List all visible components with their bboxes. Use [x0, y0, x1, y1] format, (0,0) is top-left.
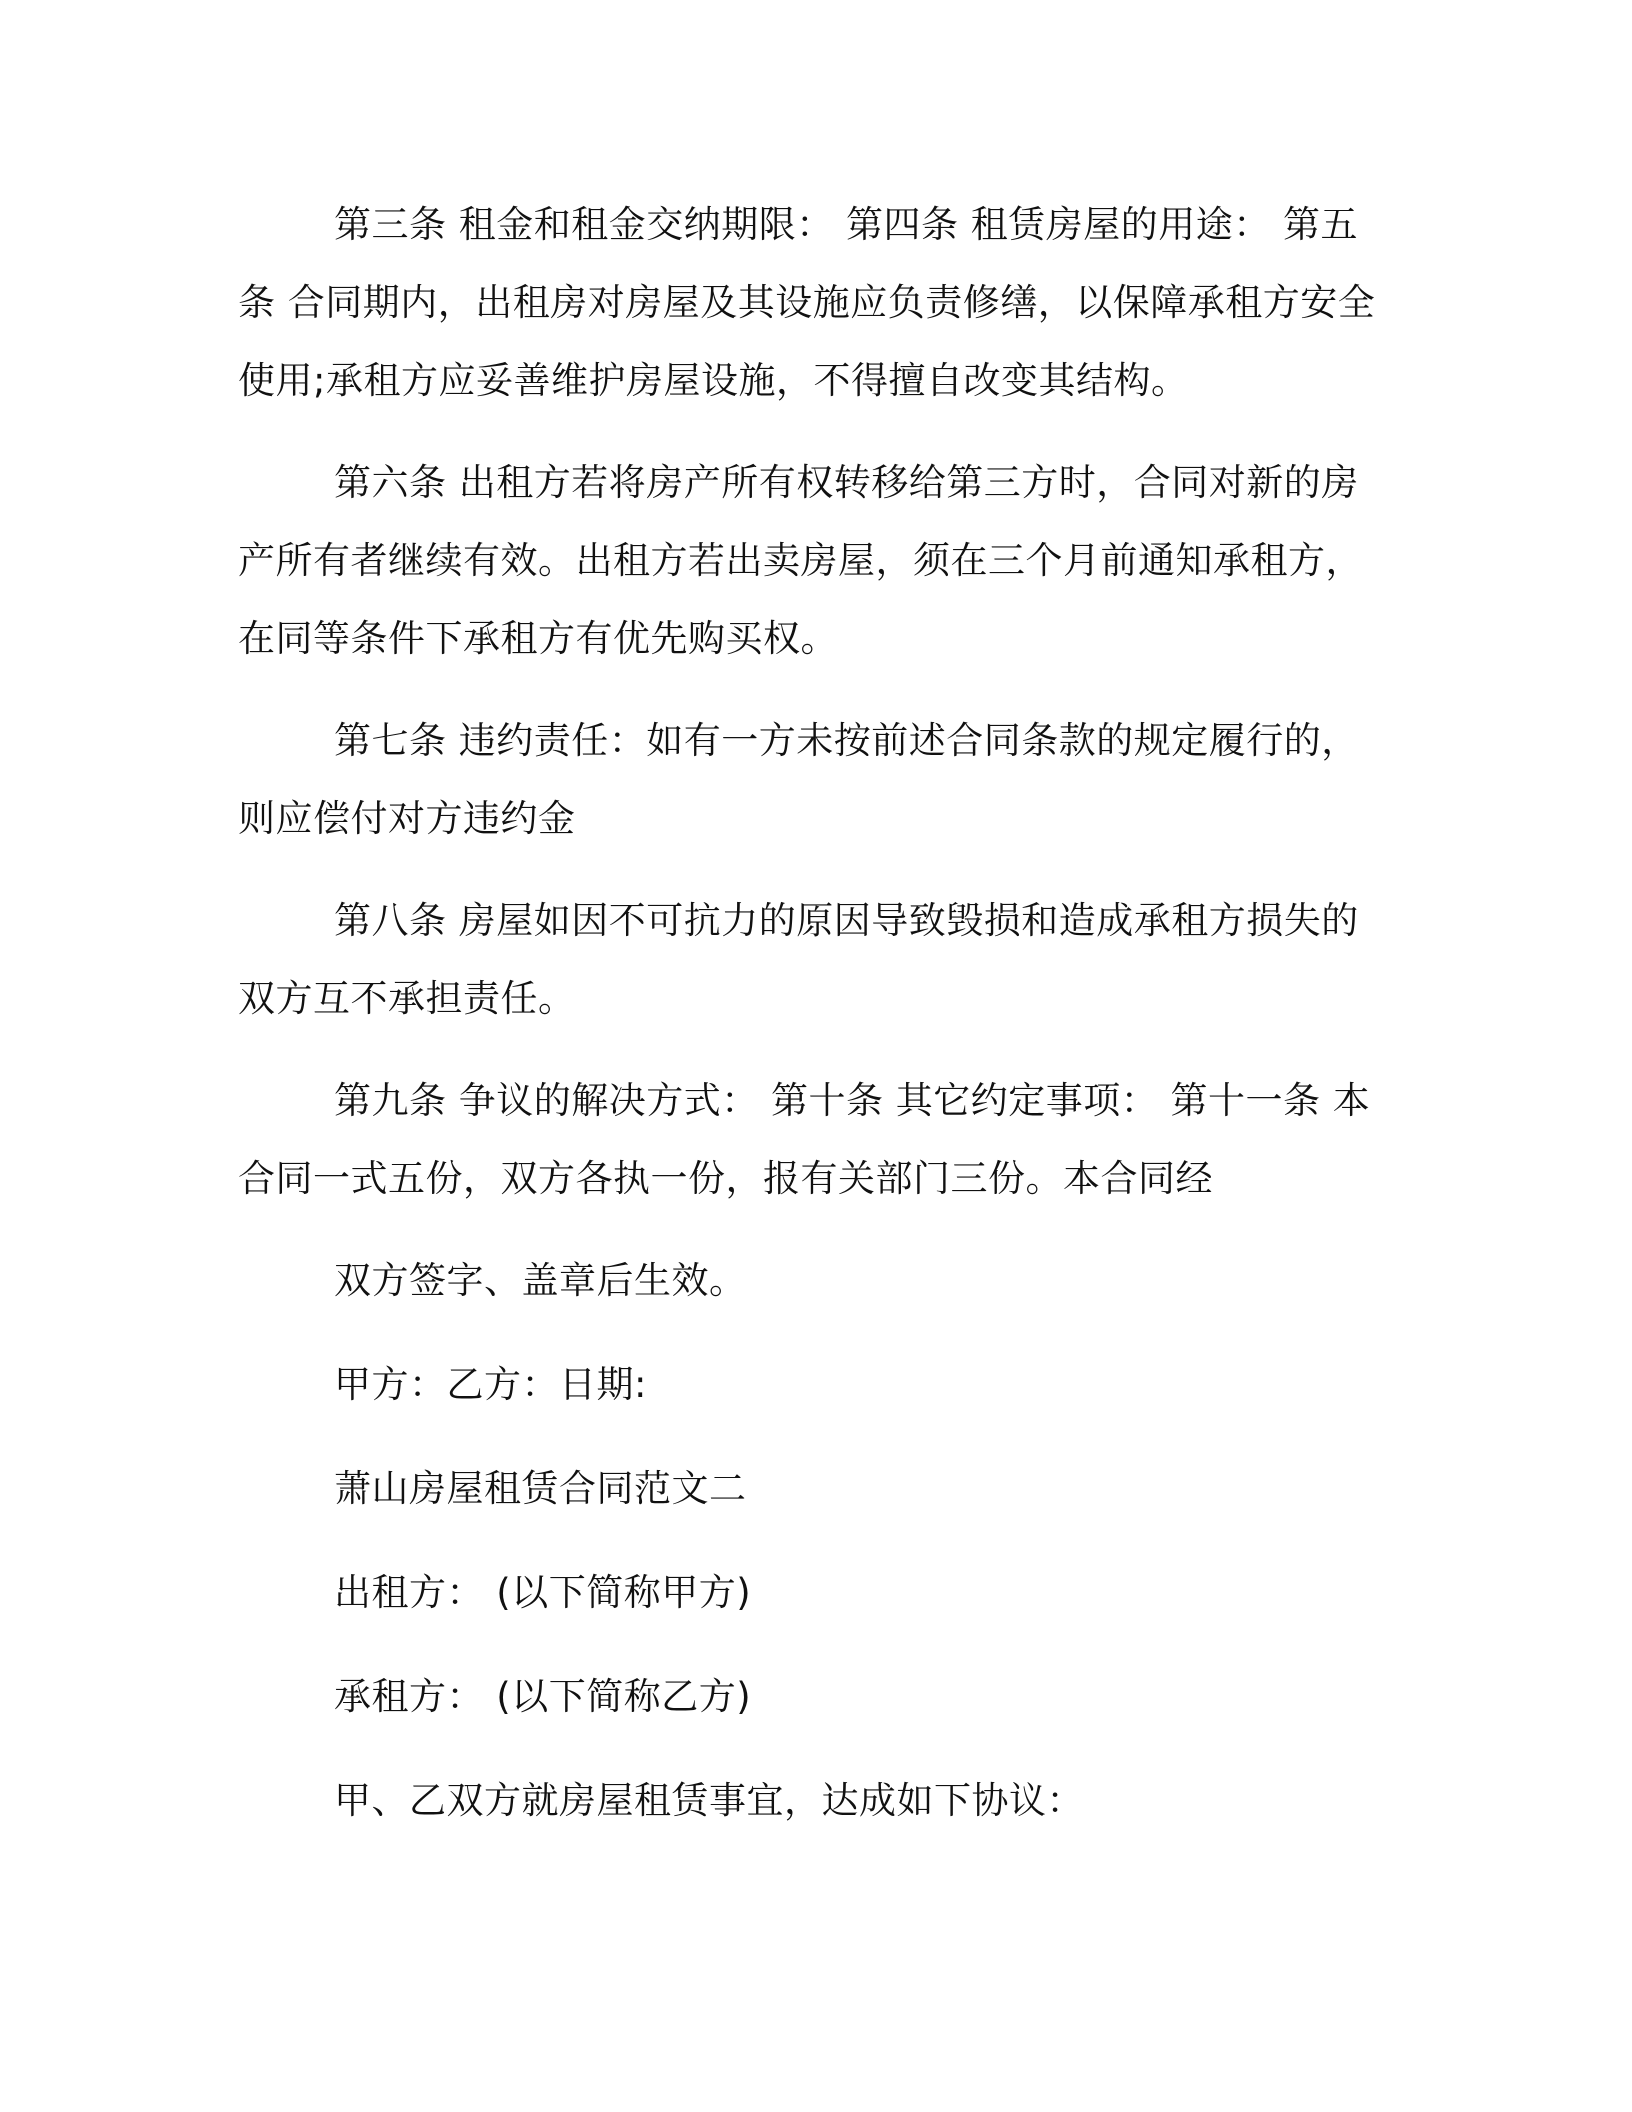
agreement-intro: 甲、乙双方就房屋租赁事宜，达成如下协议： — [334, 1779, 1084, 1822]
lessee-line: 承租方： (以下简称乙方) — [334, 1675, 752, 1718]
contract-title-2: 萧山房屋租赁合同范文二 — [334, 1467, 747, 1510]
paragraph-article-8: 第八条 房屋如因不可抗力的原因导致毁损和造成承租方损失的双方互不承担责任。 — [238, 899, 1359, 1020]
document-body — [238, 186, 1394, 1840]
paragraph-article-3-5: 第三条 租金和租金交纳期限： 第四条 租赁房屋的用途： 第五条 合同期内，出租房对房屋及其设施应负责修缮，以保障承租方安全使用;承租方应妥善维护房屋设施，不得擅自改变其结构。 — [238, 203, 1376, 402]
paragraph-article-7: 第七条 违约责任：如有一方未按前述合同条款的规定履行的，则应偿付对方违约金 — [238, 719, 1359, 840]
paragraph-effectiveness: 双方签字、盖章后生效。 — [334, 1259, 747, 1302]
signature-line: 甲方：乙方：日期: — [334, 1363, 647, 1406]
paragraph-article-9-11: 第九条 争议的解决方式： 第十条 其它约定事项： 第十一条 本合同一式五份，双方各执一份，报有关部门三份。本合同经 — [238, 1079, 1371, 1200]
lessor-line: 出租方： (以下简称甲方) — [334, 1571, 752, 1614]
paragraph-article-6: 第六条 出租方若将房产所有权转移给第三方时，合同对新的房产所有者继续有效。出租方若出卖房屋，须在三个月前通知承租方，在同等条件下承租方有优先购买权。 — [238, 461, 1363, 660]
